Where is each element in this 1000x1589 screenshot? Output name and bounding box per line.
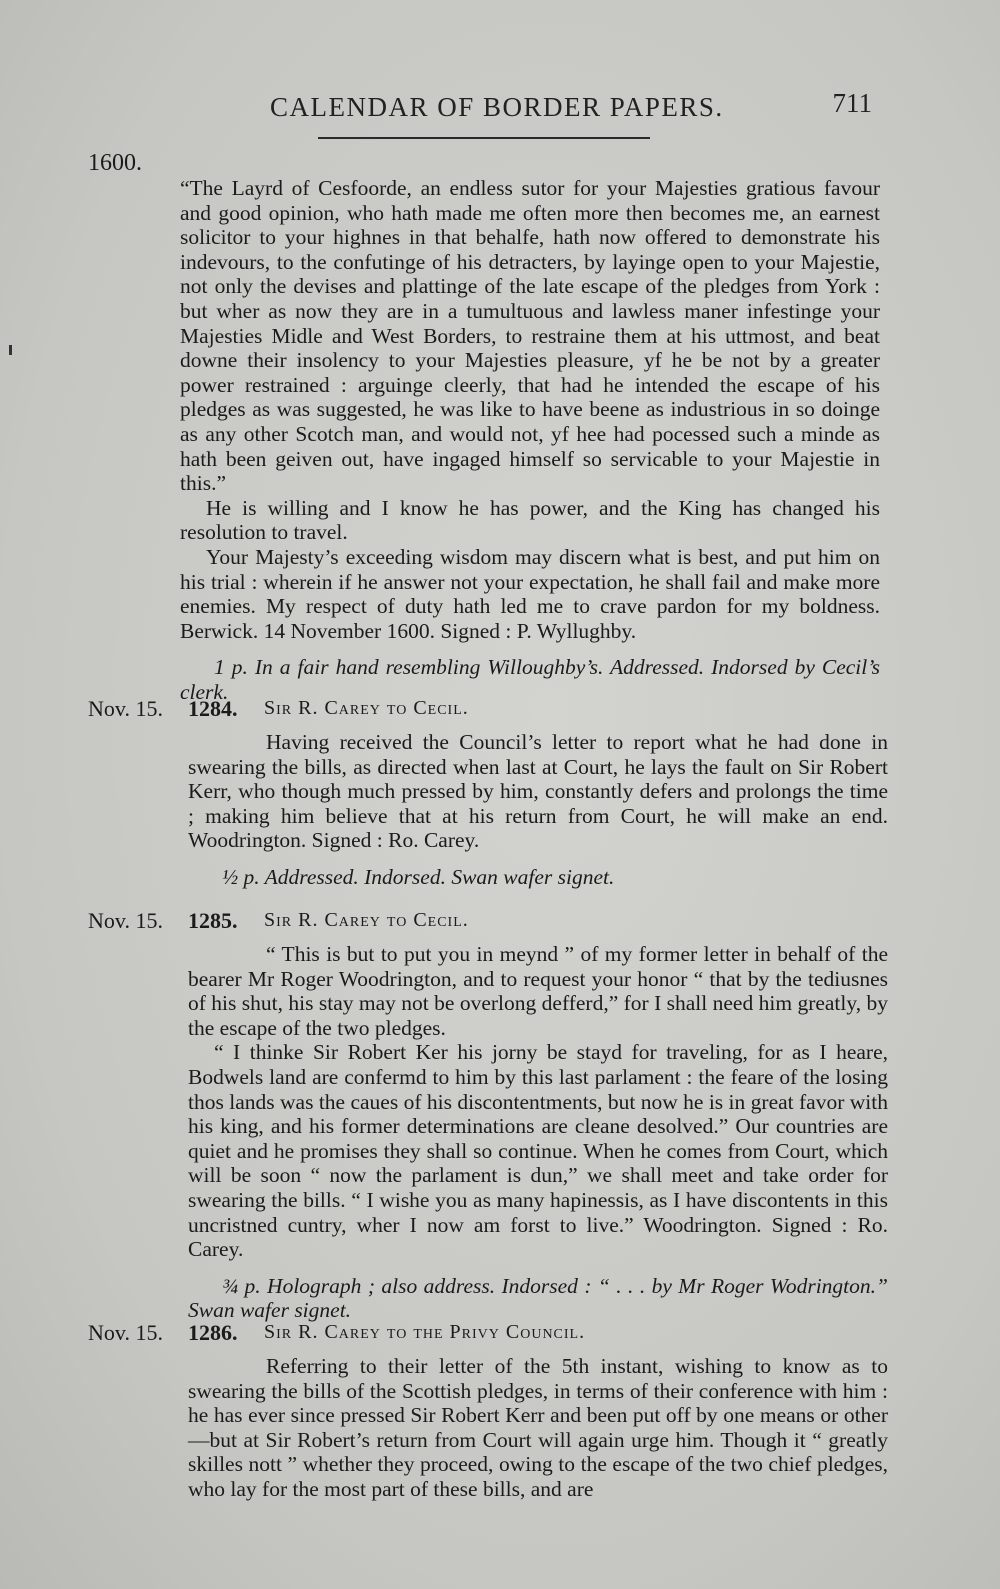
margin-speck: [9, 345, 12, 355]
continuation-paragraph: “The Layrd of Cesfoorde, an endless sutor for your Majesties gratious favour and good opinion, who hath made me often more then becomes me, an earnest solicitor to your highnes in that behalfe, hath now offered to demonstrate his indevours, to the confutinge of his detracters, by layinge open to your Majestie, not only the devises and plattinge of the late escape of the pledges from York : but wher as now they are in a tumultuous and lawless maner infestinge your Majesties Midle and West Borders, to restraine them at his uttmost, and beat downe their insolency to your Majesties pleasure, yf he be not by a greater power restrained : arguinge cleerly, that had he intended the escape of his pledges as was suggested, he was like to have beene as industrious in so doinge as any other Scotch man, and would not, yf hee had pocessed such a minde as hath been geiven out, have ingaged himself so servicable to your Majestie in this.”: [180, 176, 880, 496]
entry-note: ¾ p. Holograph ; also address. Indorsed : “ . . . by Mr Roger Wodrington.” Swan wafer signet.: [188, 1273, 888, 1323]
continuation-paragraph: He is willing and I know he has power, and the King has changed his resolution to travel.: [180, 495, 880, 545]
entry-paragraph: Referring to their letter of the 5th instant, wishing to know as to swearing the bills of the Scottish pledges, in terms of their conference with him : he has ever since pressed Sir Robert Kerr and been put off by one means or other—but at Sir Robert’s return from Court will again urge him. Though it “ greatly skilles nott ” whether they proceed, owing to the escape of the two chief pledges, who lay for the most part of these bills, and are: [188, 1354, 888, 1501]
entry-heading: Sir R. Carey to Cecil.: [264, 909, 469, 931]
entry-date: Nov. 15.: [88, 1320, 163, 1345]
continuation-paragraph: Your Majesty’s exceeding wisdom may discern what is best, and put him on his trial : wherein if he answer not your expectation, he shall fail and make more enemies. My respect of duty hath led me to crave pardon for my boldness. Berwick. 14 November 1600. Signed : P. Wyllughby.: [180, 544, 880, 643]
entry-heading: Sir R. Carey to the Privy Council.: [264, 1321, 586, 1343]
running-title: CALENDAR OF BORDER PAPERS.: [270, 92, 724, 122]
page-header: [262, 88, 872, 128]
entry-number: 1284.: [188, 696, 238, 721]
year-label: 1600.: [88, 150, 142, 176]
entry-number: 1286.: [188, 1320, 238, 1345]
entry-note: ½ p. Addressed. Indorsed. Swan wafer signet.: [222, 864, 615, 889]
entry-heading: Sir R. Carey to Cecil.: [264, 697, 469, 719]
page-number: 711: [832, 88, 872, 118]
entry-number: 1285.: [188, 908, 238, 933]
continuation-text: [180, 176, 880, 704]
entry-text: [188, 1354, 888, 1502]
entry-paragraph: “ I thinke Sir Robert Ker his jorny be stayd for traveling, for as I heare, Bodwels land are confermd to him by this last parlament : the feare of the losing thos lands was the caues of his discontentments, but now he is in great favor with his king, and his former determinations are cleane desolved.” Our countries are quiet and he promises they shall so continue. When he comes from Court, which will be soon “ now the parlament is dun,” we shall meet and take order for swearing the bills. “ I wishe you as many hapinessis, as I have discontents in this uncristned cuntry, wher I now am forst to live.” Woodrington. Signed : Ro. Carey.: [188, 1040, 888, 1262]
entry-date: Nov. 15.: [88, 696, 163, 721]
continuation-note: 1 p. In a fair hand resembling Willoughby’s. Addressed. Indorsed by Cecil’s clerk.: [180, 655, 880, 704]
entry-paragraph: “ This is but to put you in meynd ” of my former letter in behalf of the bearer Mr Roger Woodrington, and to request your honor “ that by the tediusnes of his shut, his stay may not be overlong defferd,” for I shall need him greatly, by the escape of the two pledges.: [188, 942, 888, 1040]
header-rule: [318, 137, 650, 139]
entry-date: Nov. 15.: [88, 908, 163, 933]
entry-text: [188, 730, 888, 890]
entry-text: [188, 942, 888, 1323]
entry-paragraph: Having received the Council’s letter to report what he had done in swearing the bills, as directed when last at Court, he lays the fault on Sir Robert Kerr, who though much pressed by him, constantly defers and prolongs the time ; making him believe that at his return from Court, he will make an end. Woodrington. Signed : Ro. Carey.: [188, 730, 888, 853]
